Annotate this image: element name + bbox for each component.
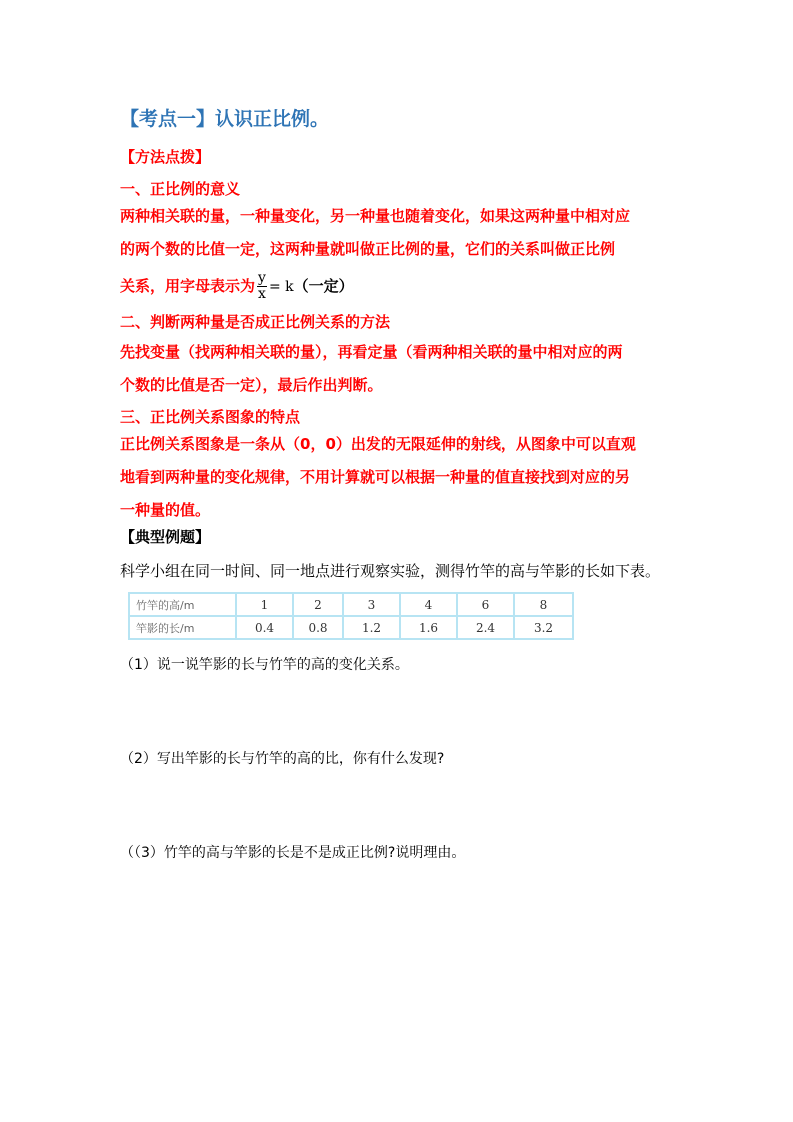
section-1-line-3 xyxy=(120,266,680,306)
fraction-numerator: y xyxy=(258,270,266,286)
data-table xyxy=(128,592,574,640)
problem-statement: 科学小组在同一时间、同一地点进行观察实验，测得竹竿的高与竿影的长如下表。 xyxy=(120,562,661,580)
section-1-line-1: 两种相关联的量，一种量变化，另一种量也随着变化，如果这两种量中相对应 xyxy=(120,207,631,225)
question-2: （2）写出竿影的长与竹竿的高的比，你有什么发现? xyxy=(120,751,445,767)
table-cell: 1 xyxy=(236,593,293,616)
page-title: 【考点一】认识正比例。 xyxy=(120,108,330,130)
table-cell: 2.4 xyxy=(457,616,514,639)
formula-fraction xyxy=(257,271,267,302)
row-header: 竹竿的高/m xyxy=(129,593,236,616)
section-1-body xyxy=(120,200,680,306)
section-2-line-2: 个数的比值是否一定），最后作出判断。 xyxy=(120,376,383,394)
section-1-heading: 一、正比例的意义 xyxy=(120,180,241,198)
table-cell: 6 xyxy=(457,593,514,616)
table-cell: 1.2 xyxy=(343,616,400,639)
table-cell: 0.8 xyxy=(293,616,343,639)
section-3-line-1: 正比例关系图象是一条从（0，0）出发的无限延伸的射线，从图象中可以直观 xyxy=(120,435,636,453)
question-1: （1）说一说竿影的长与竹竿的高的变化关系。 xyxy=(120,657,409,673)
example-heading: 【典型例题】 xyxy=(120,528,211,546)
section-3-line-3: 一种量的值。 xyxy=(120,501,211,519)
table-cell: 0.4 xyxy=(236,616,293,639)
table-cell: 3.2 xyxy=(514,616,573,639)
formula-prefix: 关系，用字母表示为 xyxy=(120,277,256,295)
table-row xyxy=(129,616,573,639)
table-cell: 4 xyxy=(400,593,457,616)
row-header: 竿影的长/m xyxy=(129,616,236,639)
section-3-line-2: 地看到两种量的变化规律，不用计算就可以根据一种量的值直接找到对应的另 xyxy=(120,468,631,486)
question-3: （（3）竹竿的高与竿影的长是不是成正比例?说明理由。 xyxy=(120,845,466,861)
table-cell: 8 xyxy=(514,593,573,616)
table-cell: 2 xyxy=(293,593,343,616)
section-3-heading: 三、正比例关系图象的特点 xyxy=(120,408,301,426)
formula-equals: = k xyxy=(268,279,294,295)
section-3-body xyxy=(120,428,680,527)
table-cell: 1.6 xyxy=(400,616,457,639)
section-2-line-1: 先找变量（找两种相关联的量），再看定量（看两种相关联的量中相对应的两 xyxy=(120,343,623,361)
table-row xyxy=(129,593,573,616)
section-2-body xyxy=(120,336,680,402)
method-heading: 【方法点拨】 xyxy=(120,148,211,166)
formula-suffix: （一定） xyxy=(293,277,354,295)
table-cell: 3 xyxy=(343,593,400,616)
fraction-denominator: x xyxy=(258,286,266,302)
section-1-line-2: 的两个数的比值一定，这两种量就叫做正比例的量，它们的关系叫做正比例 xyxy=(120,240,616,258)
section-2-heading: 二、判断两种量是否成正比例关系的方法 xyxy=(120,313,391,331)
